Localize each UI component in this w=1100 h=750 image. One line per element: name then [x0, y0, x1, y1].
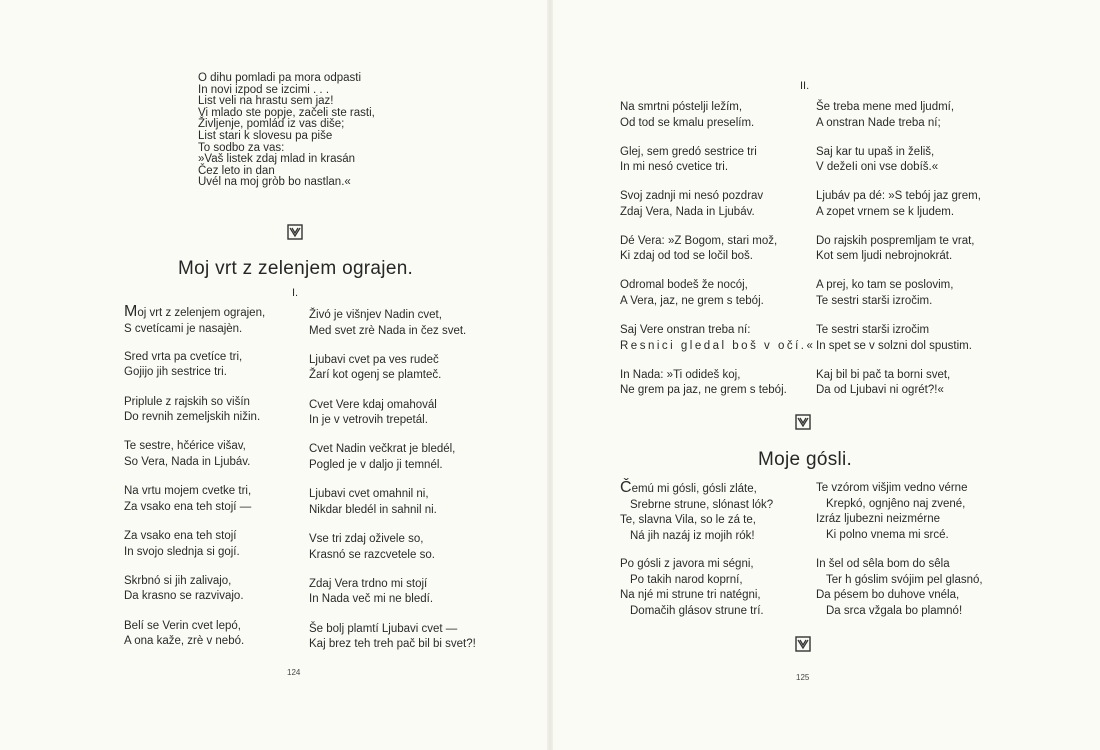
- poem-title: Moj vrt z zelenjem ograjen.: [178, 258, 414, 279]
- stanza: [309, 442, 455, 473]
- right-page: [552, 0, 1100, 750]
- initial-letter: Č: [620, 479, 632, 496]
- verse-line: Po takih narod koprní,: [630, 573, 743, 586]
- stanza: [620, 368, 787, 399]
- verse-line: V dežeIi oni vse dobíš.«: [816, 161, 939, 174]
- verse-line: Svoj zadnji mi nesó pozdrav: [620, 190, 764, 203]
- stanza: [124, 395, 260, 426]
- verse-line: Nikdar bledél in sahnil ni.: [309, 503, 437, 516]
- verse-line: Te sestri starši izročim.: [816, 294, 933, 307]
- verse-line: In svojo slednja si gojí.: [124, 545, 240, 558]
- verse-line: List stari k slovesu pa piše: [198, 129, 333, 142]
- verse-line: Izráz ljubezni neizmérne: [816, 513, 941, 525]
- stanza: [620, 278, 764, 309]
- stanza: [620, 100, 754, 131]
- verse-line: In spet se v solzni dol spustim.: [816, 339, 972, 352]
- stanza: [124, 574, 244, 605]
- verse-line: Pogled je v daljo ji temnél.: [309, 458, 443, 471]
- stanza: [124, 619, 244, 650]
- verse-line: A prej, ko tam se poslovim,: [816, 279, 954, 292]
- stanza: [816, 557, 983, 619]
- verse-line: Ki zdaj od tod se ločil boš.: [620, 250, 753, 263]
- stanza: [309, 487, 437, 518]
- verse-line: Ljubavi cvet pa ves rudeč: [309, 353, 439, 366]
- verse-line: Življenje, pomlád iz vas diše;: [198, 118, 345, 131]
- intro-stanza: [198, 73, 375, 189]
- verse-line: Vse tri zdaj oživele so,: [309, 533, 424, 545]
- stanza: [620, 323, 815, 354]
- stanza: [124, 529, 240, 560]
- verse-line: List veli na hrastu sem jaz!: [198, 95, 334, 108]
- stanza: [620, 481, 773, 544]
- verse-line: Žarí kot ogenj se plamteč.: [309, 369, 442, 382]
- verse-line: Do rajskih pospremljam te vrat,: [816, 234, 975, 247]
- verse-line: In Nada več mi ne bledí.: [309, 593, 434, 606]
- verse-line: Na vrtu mojem cvetke tri,: [124, 485, 252, 498]
- verse-line: Sred vrta pa cvetíce tri,: [124, 350, 243, 363]
- verse-line: Še bolj plamtí Ljubavi cvet —: [309, 622, 458, 635]
- verse-line: Da krasno se razvivajo.: [124, 590, 244, 603]
- verse-line: Ne grem pa jaz, ne grem s tebój.: [620, 384, 787, 397]
- verse-line: Cvet Vere kdaj omahovál: [309, 398, 437, 411]
- verse-line: A zopet vrnem se k ljudem.: [816, 205, 955, 218]
- ornament-icon: [795, 414, 811, 430]
- verse-line: In Nada: »Ti odideš koj,: [620, 368, 741, 381]
- verse-line: Da pésem bo duhove vnéla,: [816, 589, 960, 601]
- verse-line: Ter h góslim svójim pel glasnó,: [826, 573, 983, 586]
- verse-line: Za vsako ena teh stojí: [124, 530, 237, 542]
- verse-line: Glej, sem gredó sestrice tri: [620, 145, 757, 158]
- verse-line: Krepkó, ognjêno naj zvené,: [826, 497, 966, 510]
- verse-line-text: emú mi gósli, gósli zláte,: [631, 483, 757, 495]
- verse-line: Še treba mene med ljudmí,: [816, 101, 955, 113]
- stanza: [816, 145, 938, 176]
- stanza: [816, 189, 981, 220]
- verse-line: Gojijo jih sestrice tri.: [124, 366, 227, 379]
- stanza: [124, 305, 265, 337]
- verse-line: Da od Ljubavi ni ogrét?!«: [816, 384, 944, 397]
- stanza: [816, 368, 950, 399]
- verse-line: Domačih glásov strune trí.: [630, 604, 764, 617]
- verse-line: In mi nesó cvetice tri.: [620, 161, 729, 174]
- stanza: [309, 577, 433, 608]
- verse-line: Kaj brez teh treh pač bil bi svet?!: [309, 638, 476, 651]
- verse-line: Srebrne strune, slónast lók?: [630, 498, 774, 511]
- stanza: [620, 557, 764, 619]
- stanza: [620, 189, 763, 220]
- verse-line: Dé Vera: »Z Bogom, stari mož,: [620, 234, 778, 247]
- poem-title: Moje gósli.: [758, 449, 853, 470]
- verse-line: Ljubavi cvet omahnil ni,: [309, 488, 429, 501]
- verse-line: Priplule z rajskih so višín: [124, 395, 250, 408]
- stanza: [124, 350, 242, 381]
- verse-line-text: oj vrt z zelenjem ograjen,: [137, 307, 266, 319]
- verse-line: [620, 481, 773, 498]
- verse-line: Da srca vžgala bo plamnó!: [826, 604, 963, 617]
- page-number: 124: [287, 668, 301, 677]
- verse-line: Za vsako ena teh stojí —: [124, 500, 252, 513]
- initial-letter: M: [124, 303, 138, 320]
- stanza: [816, 100, 954, 131]
- stanza: [309, 532, 435, 563]
- verse-line: O dihu pomladi pa mora odpasti: [198, 72, 362, 84]
- verse-line: Po gósli z javora mi ségni,: [620, 558, 754, 570]
- verse-line: S cvetícami je nasajèn.: [124, 322, 243, 335]
- stanza: [309, 353, 441, 384]
- verse-line: Te sestri starši izročim: [816, 324, 930, 336]
- verse-line: Te sestre, hčérice višav,: [124, 440, 246, 453]
- verse-line: Od tod se kmalu preselím.: [620, 116, 755, 129]
- verse-line: To sodbo za vas:: [198, 141, 285, 154]
- ornament-icon: [287, 224, 303, 240]
- ornament-icon: [795, 636, 811, 652]
- stanza: [816, 278, 953, 309]
- verse-line: Čez leto in dan: [198, 164, 275, 177]
- verse-line: Ki polno vnema mi srcé.: [826, 528, 949, 541]
- verse-line: Cvet Nadin večkrat je bledél,: [309, 443, 456, 456]
- stanza: [620, 145, 757, 176]
- verse-line: Kaj bil bi pač ta borni svet,: [816, 368, 951, 381]
- verse-line: Te vzórom višjim vedno vérne: [816, 482, 968, 494]
- verse-line: In je v vetrovih trepetál.: [309, 414, 428, 427]
- verse-line: In šel od sêla bom do sêla: [816, 558, 950, 570]
- verse-line: Vi mlado ste popje, začeli ste rasti,: [198, 106, 375, 119]
- stanza: [816, 323, 972, 354]
- stanza: [309, 398, 437, 429]
- stanza: [124, 439, 250, 470]
- verse-line: Te, slavna Vila, so le zá te,: [620, 514, 756, 526]
- verse-line: Skrbnó si jih zalivajo,: [124, 574, 232, 587]
- verse-line: Do revnih zemeljskih nižin.: [124, 411, 261, 424]
- left-page: [0, 0, 548, 750]
- verse-line: Zdaj Vera, Nada in Ljubáv.: [620, 205, 755, 218]
- verse-line: Kot sem ljudi nebrojnokrát.: [816, 250, 953, 263]
- section-number: II.: [800, 80, 810, 92]
- stanza: [816, 481, 967, 543]
- stanza: [620, 234, 777, 265]
- verse-line: Živó je višnjev Nadin cvet,: [309, 309, 442, 321]
- verse-line: Ljubáv pa dé: »S tebój jaz grem,: [816, 190, 981, 203]
- verse-line: Odromal bodeš že nocój,: [620, 279, 748, 292]
- verse-line: Uvél na moj gròb bo nastlan.«: [198, 176, 351, 189]
- verse-line: In novi izpod se izcimi . . .: [198, 83, 330, 96]
- verse-line: Saj kar tu upaš in želiš,: [816, 145, 935, 158]
- verse-line: Ná jih nazáj iz mojih rók!: [630, 529, 755, 542]
- verse-line: A onstran Nade treba ní;: [816, 116, 941, 129]
- verse-line: Saj Vere onstran treba ní:: [620, 324, 751, 336]
- verse-line: Krasnó se razcvetele so.: [309, 548, 435, 561]
- verse-line: [124, 305, 265, 322]
- stanza: [816, 234, 975, 265]
- verse-line: Na smrtni póstelji ležím,: [620, 101, 743, 113]
- verse-line: Belí se Verin cvet lepó,: [124, 619, 241, 632]
- stanza: [309, 622, 476, 653]
- verse-line: A Vera, jaz, ne grem s tebój.: [620, 294, 764, 307]
- verse-line: Zdaj Vera trdno mi stojí: [309, 577, 428, 590]
- verse-line: Na njé mi strune tri natégni,: [620, 589, 761, 601]
- verse-line: Resnici gledal boš v očí.«: [620, 339, 816, 352]
- verse-line: Med svet zrè Nada in čez svet.: [309, 324, 467, 337]
- page-number: 125: [796, 673, 810, 682]
- stanza: [124, 484, 251, 515]
- verse-line: »Vaš listek zdaj mlad in krasán: [198, 153, 356, 166]
- verse-line: A ona kaže, zrè v nebó.: [124, 635, 245, 648]
- verse-line: So Vera, Nada in Ljubáv.: [124, 455, 251, 468]
- section-number: I.: [292, 287, 299, 299]
- stanza: [309, 308, 466, 339]
